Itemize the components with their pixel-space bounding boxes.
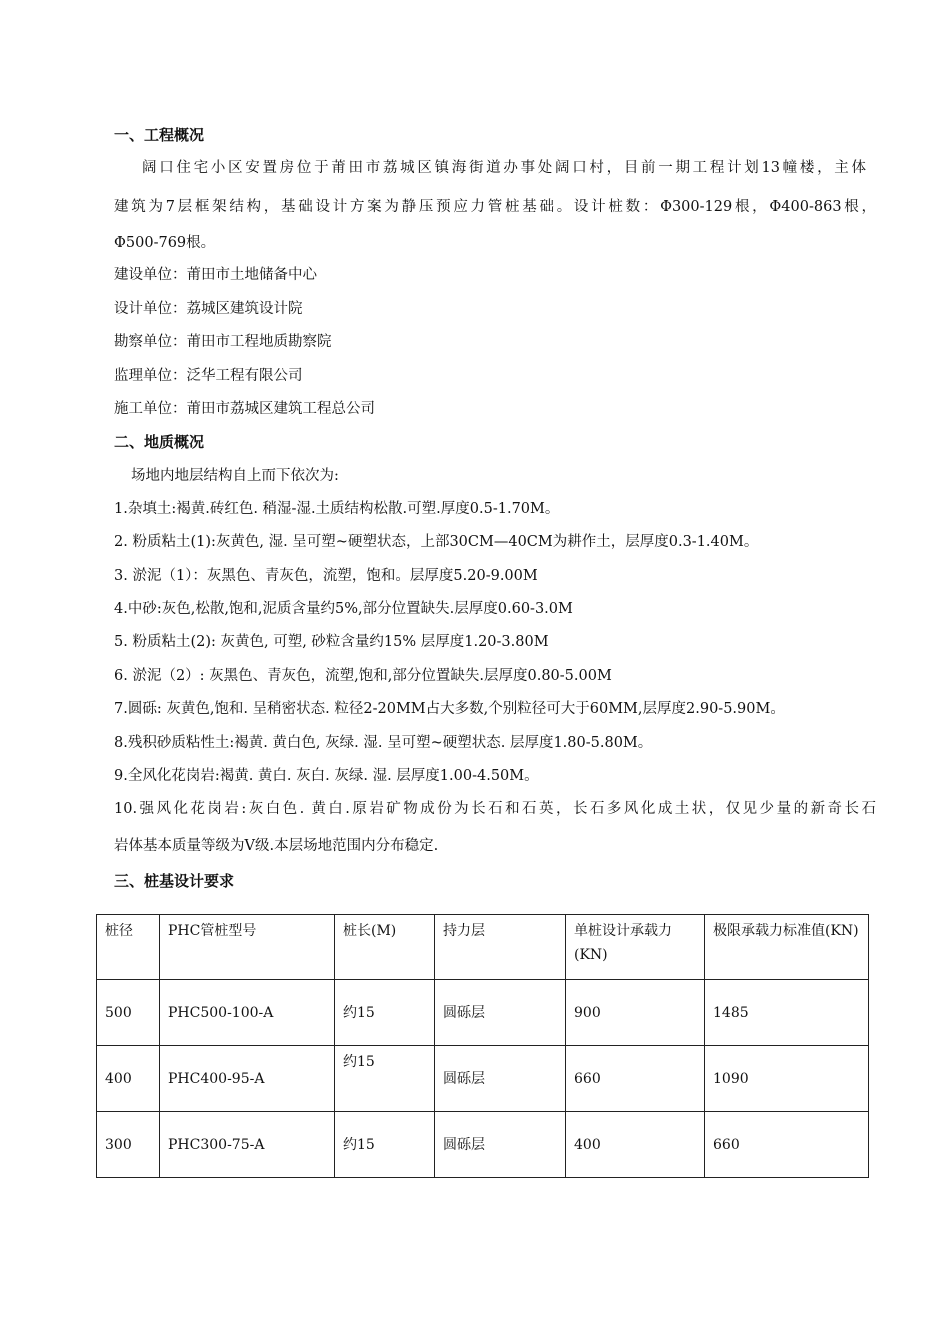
section-3-heading: 三、桩基设计要求	[114, 872, 235, 890]
cell-model: PHC300-75-A	[160, 1112, 335, 1178]
pile-design-table	[96, 914, 869, 1178]
soil-layer-8: 8.残积砂质粘性土:褐黄. 黄白色, 灰绿. 湿. 呈可塑~硬塑状态. 层厚度1.80-5.80M。	[114, 735, 653, 751]
cell-layer: 圆砾层	[435, 1046, 566, 1112]
cell-diameter: 500	[97, 980, 160, 1046]
soil-layer-2: 2. 粉质粘土(1):灰黄色, 湿. 呈可塑~硬塑状态，上部30CM—40CM为耕作土，层厚度0.3-1.40M。	[114, 534, 759, 550]
soil-layer-9: 9.全风化花岗岩:褐黄. 黄白. 灰白. 灰绿. 湿. 层厚度1.00-4.50M。	[114, 768, 539, 784]
table-header-row	[97, 915, 869, 980]
cell-layer: 圆砾层	[435, 980, 566, 1046]
header-pile-diameter: 桩径	[97, 915, 160, 980]
section-1-heading: 一、工程概况	[114, 126, 205, 144]
header-ultimate-capacity: 极限承载力标准值(KN)	[705, 915, 869, 980]
contractor-unit: 施工单位：莆田市荔城区建筑工程总公司	[114, 401, 375, 417]
soil-layer-5: 5. 粉质粘土(2): 灰黄色, 可塑, 砂粒含量约15% 层厚度1.20-3.80M	[114, 634, 549, 650]
cell-design-capacity: 660	[566, 1046, 705, 1112]
header-pile-length: 桩长(M)	[335, 915, 435, 980]
cell-model: PHC400-95-A	[160, 1046, 335, 1112]
header-phc-model: PHC管桩型号	[160, 915, 335, 980]
header-design-capacity: 单桩设计承载力(KN)	[566, 915, 705, 980]
cell-ultimate-capacity: 660	[705, 1112, 869, 1178]
overview-paragraph-line-1: 阔口住宅小区安置房位于莆田市荔城区镇海街道办事处阔口村，目前一期工程计划13幢楼，主体	[142, 160, 866, 176]
cell-ultimate-capacity: 1485	[705, 980, 869, 1046]
cell-layer: 圆砾层	[435, 1112, 566, 1178]
cell-model: PHC500-100-A	[160, 980, 335, 1046]
overview-paragraph-line-3: Φ500-769根。	[114, 235, 216, 251]
soil-layer-3: 3. 淤泥（1）：灰黑色、青灰色，流塑，饱和。层厚度5.20-9.00M	[114, 568, 538, 584]
soil-layer-6: 6. 淤泥（2）: 灰黑色、青灰色，流塑,饱和,部分位置缺失.层厚度0.80-5.00M	[114, 668, 612, 684]
section-2-heading: 二、地质概况	[114, 433, 205, 451]
table-row	[97, 1112, 869, 1178]
soil-layer-10: 10.强风化花岗岩:灰白色. 黄白.原岩矿物成份为长石和石英，长石多风化成土状，仅见少量的新奇长石	[114, 801, 876, 817]
cell-length: 约15	[335, 1046, 435, 1112]
soil-layer-10-continued: 岩体基本质量等级为Ⅴ级.本层场地范围内分布稳定.	[114, 838, 439, 854]
cell-design-capacity: 400	[566, 1112, 705, 1178]
overview-paragraph-line-2: 建筑为7层框架结构，基础设计方案为静压预应力管桩基础。设计桩数：Φ300-129根，Φ400-863根，	[114, 199, 876, 215]
cell-length: 约15	[335, 980, 435, 1046]
cell-ultimate-capacity: 1090	[705, 1046, 869, 1112]
cell-design-capacity: 900	[566, 980, 705, 1046]
soil-layer-4: 4.中砂:灰色,松散,饱和,泥质含量约5%,部分位置缺失.层厚度0.60-3.0M	[114, 601, 573, 617]
header-bearing-layer: 持力层	[435, 915, 566, 980]
supervision-unit: 监理单位：泛华工程有限公司	[114, 368, 303, 384]
soil-layer-1: 1.杂填土:褐黄.砖红色. 稍湿-湿.土质结构松散.可塑.厚度0.5-1.70M。	[114, 501, 560, 517]
design-unit: 设计单位：荔城区建筑设计院	[114, 301, 303, 317]
table-row	[97, 1046, 869, 1112]
construction-unit: 建设单位：莆田市土地储备中心	[114, 267, 317, 283]
survey-unit: 勘察单位：莆田市工程地质勘察院	[114, 334, 332, 350]
geology-intro: 场地内地层结构自上而下依次为:	[131, 468, 339, 484]
cell-diameter: 300	[97, 1112, 160, 1178]
table-row	[97, 980, 869, 1046]
cell-length: 约15	[335, 1112, 435, 1178]
cell-diameter: 400	[97, 1046, 160, 1112]
soil-layer-7: 7.圆砾: 灰黄色,饱和. 呈稍密状态. 粒径2-20MM占大多数,个别粒径可大于60MM,层厚度2.90-5.90M。	[114, 701, 785, 717]
